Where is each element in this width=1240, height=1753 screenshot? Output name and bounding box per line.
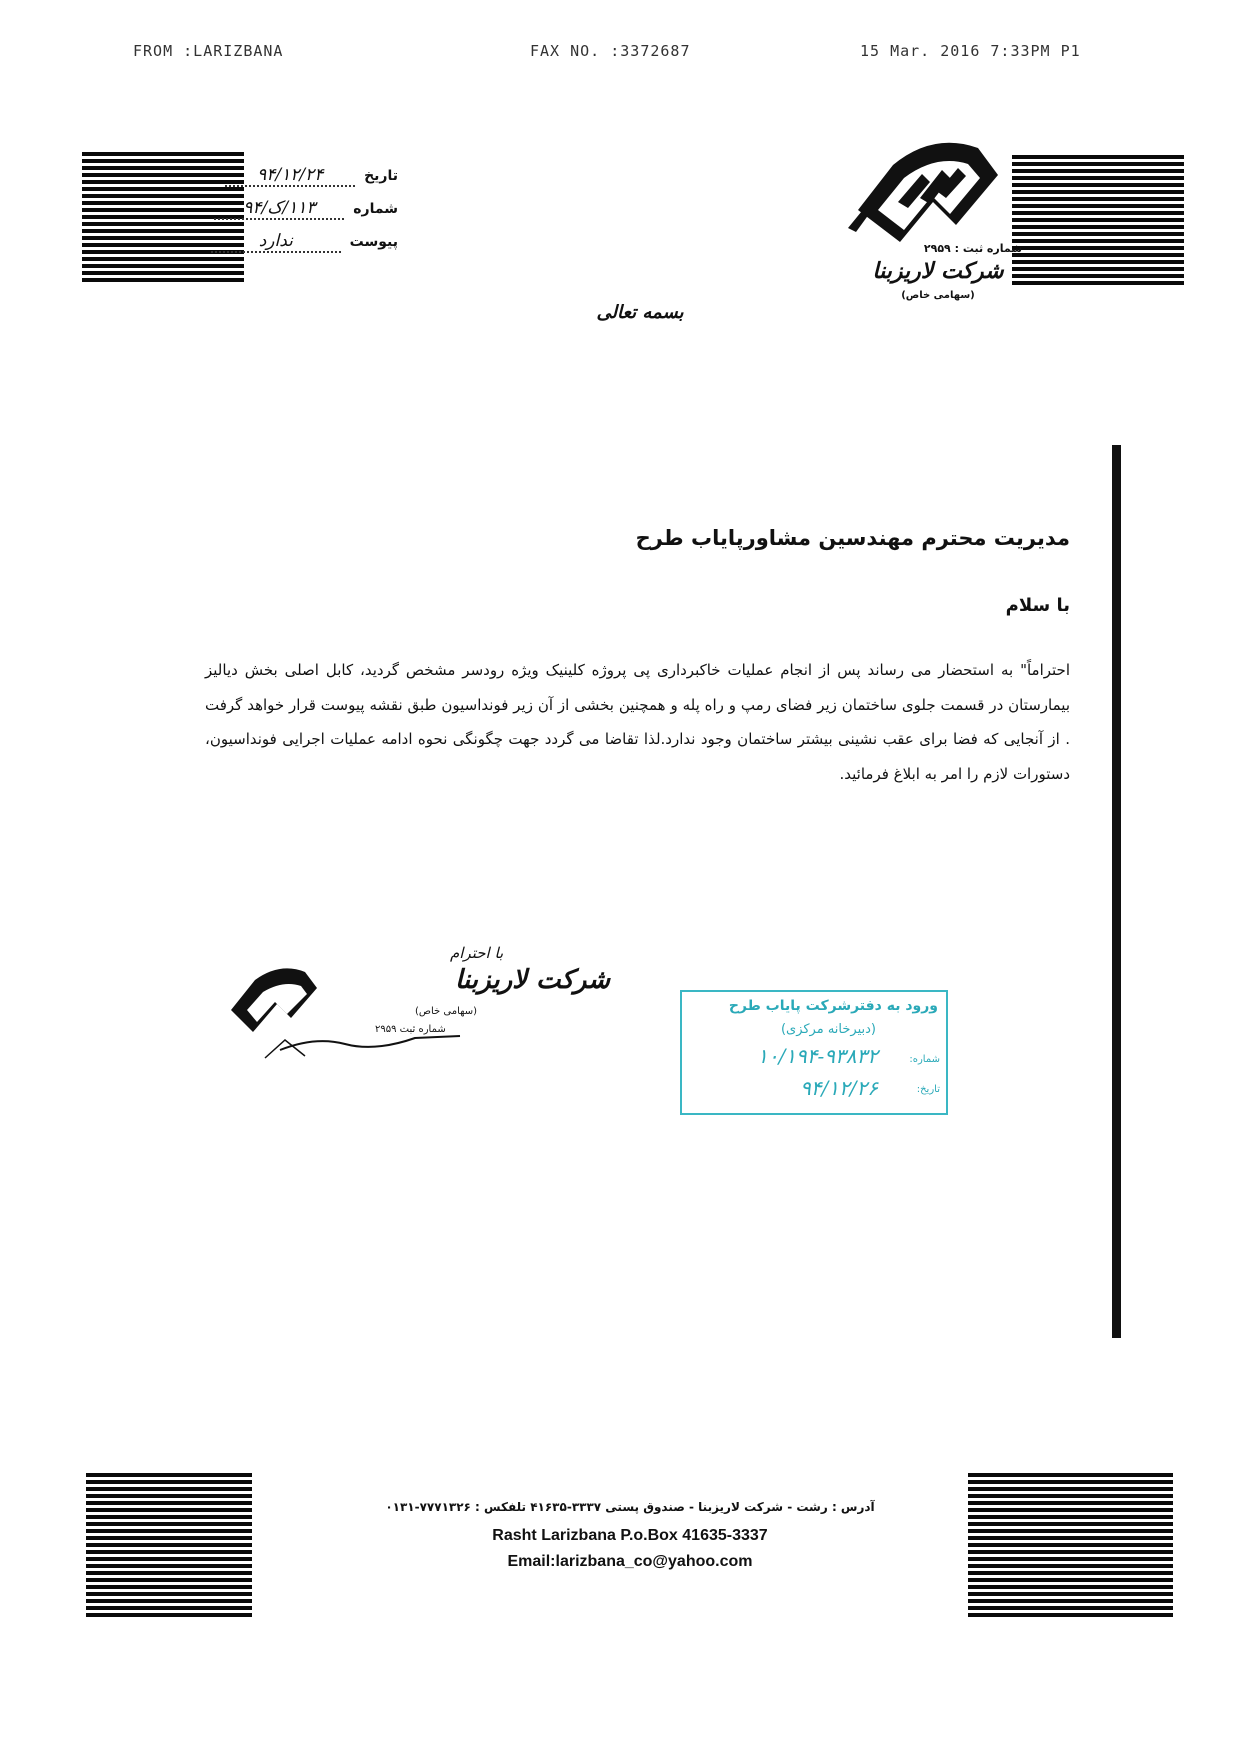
stamp-number-label: شماره: [909,1054,940,1065]
stamp-title: ورود به دفترشرکت پایاب طرح [728,998,938,1014]
company-type: (سهامی خاص) [901,290,975,301]
footer-address-en: Rasht Larizbana P.o.Box 41635-3337 [492,1527,768,1544]
footer-address-fa: آدرس : رشت - شرکت لاریزبنا - صندوق پستی ۳۳۳۷-۴۱۶۳۵ تلفکس : ۷۷۷۱۳۲۶-۰۱۳۱ [385,1500,875,1514]
scan-bars-top-right [1012,155,1184,287]
footer-email: Email:larizbana_co@yahoo.com [507,1553,753,1570]
signature-subtitle: (سهامی خاص) [415,1006,478,1017]
bismillah: بسمه تعالی [596,302,684,323]
scan-bars-bottom-left [86,1473,252,1619]
ref-number-row [214,198,398,220]
ref-number-label: شماره [353,201,398,217]
received-stamp [680,990,948,1115]
ref-attachment-value: ندارد [211,231,341,253]
signature-stroke [280,1036,460,1050]
letter-greeting: با سلام [1005,595,1070,616]
ref-date-value: ۹۴/۱۲/۲۴ [225,165,355,187]
signature-registration: شماره ثبت ۲۹۵۹ [375,1024,446,1035]
stamp-date-value: ۹۴/۱۲/۲۶ [800,1076,878,1100]
signature-seal [225,940,611,1070]
ref-number-value: ۱۱۳/ک/۹۴ [214,198,344,220]
stamp-number-value: ۱۰/۱۹۴-۹۳۸۳۲ [757,1044,878,1068]
ref-attachment-row [211,231,398,253]
ref-attachment-label: پیوست [349,234,398,250]
ref-date-row [225,165,398,187]
company-name: شرکت لاریزبنا [872,258,1004,284]
letter-recipient: مدیریت محترم مهندسین مشاورپایاب طرح [635,526,1070,550]
scan-bars-bottom-right [968,1473,1173,1619]
letter-body: احتراماً" به استحضار می رساند پس از انجام عملیات خاکبرداری پی پروژه کلینیک ویژه رودسر مشخص گردید، کابل اصلی بخش دیالیز بیمارستان در قسمت جلوی ساختمان زیر فضای رمپ و راه پله و همچنین بخشی از آن زیر فونداسیون طبق نقشه پیوست قرار خواهد گرفت . از آنجایی که فضا برای عقب نشینی بیشتر ساختمان وجود ندارد.لذا تقاضا می گردد جهت چگونگی نحوه ادامه عملیات اجرایی فونداسیون، دستورات لازم را امر به ابلاغ فرمائید. [205,661,1070,783]
stamp-subtitle: (دبیرخانه مرکزی) [780,1022,876,1037]
seal-emblem-icon [231,968,317,1032]
margin-rule [1112,445,1121,1338]
fax-number: FAX NO. :3372687 [530,42,691,60]
signature-closing: با احترام [450,944,504,962]
ref-date-label: تاریخ [364,168,398,184]
company-registration: شماره ثبت : ۲۹۵۹ [923,242,1023,255]
stamp-date-label: تاریخ: [916,1084,940,1095]
company-logo [838,130,1023,305]
fax-from: FROM :LARIZBANA [133,42,284,60]
logo-emblem-icon [848,143,998,242]
fax-datetime: 15 Mar. 2016 7:33PM P1 [860,42,1081,60]
signature-company: شرکت لاریزبنا [455,965,611,995]
